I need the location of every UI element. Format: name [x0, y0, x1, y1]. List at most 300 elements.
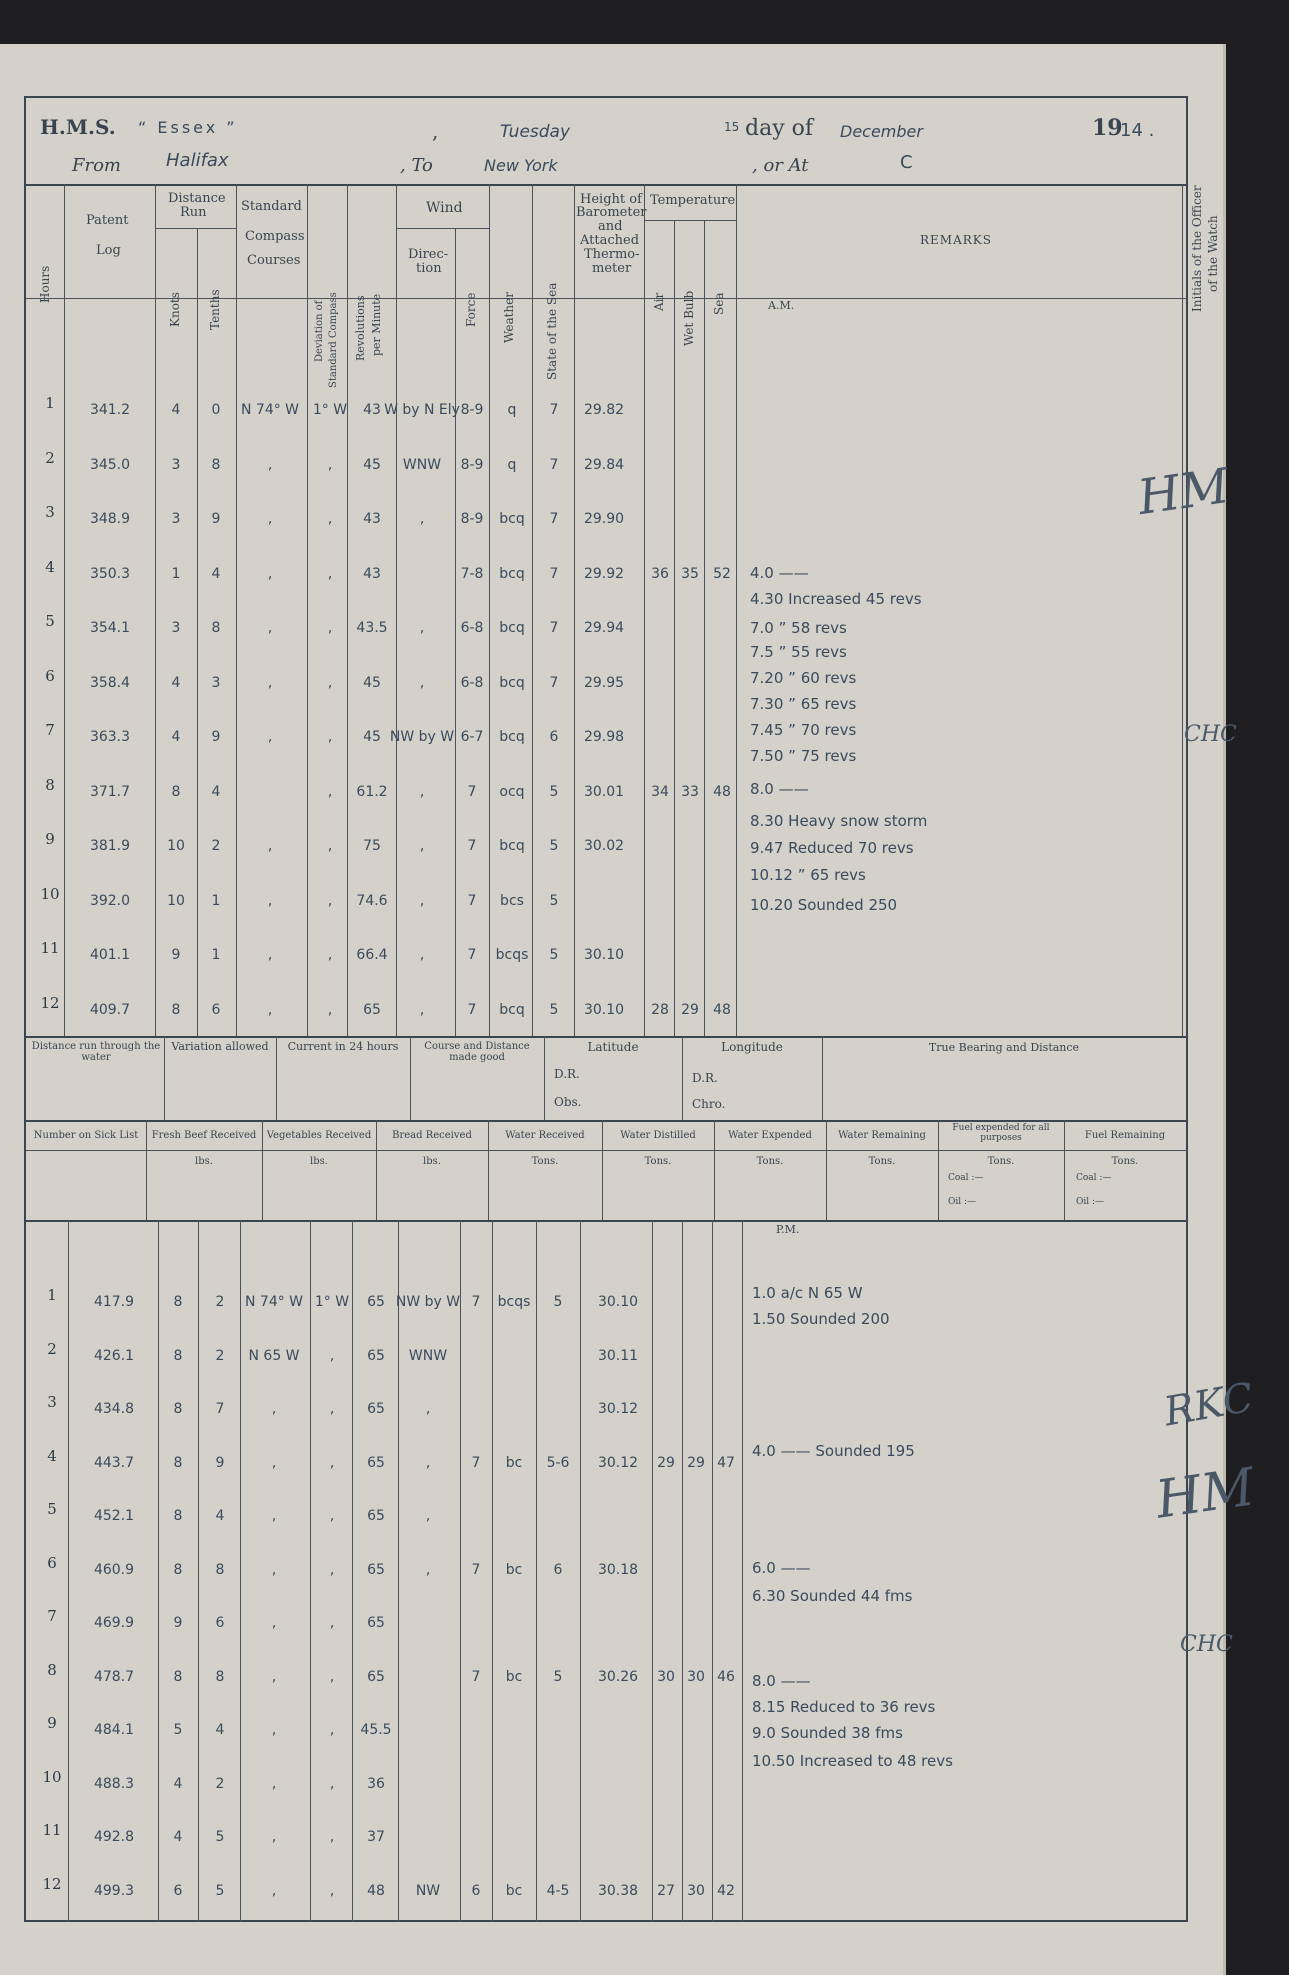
am-row-6-weather: bcq [499, 674, 525, 691]
pm-remark-4: 6.0 —— [752, 1559, 811, 1577]
am-row-10-revs: 74.6 [356, 892, 388, 909]
am-row-3-knots: 3 [171, 511, 181, 527]
am-row-2-weather: q [507, 456, 517, 473]
pm-row-3-dev: ‚ [329, 1401, 335, 1417]
unit-bread: lbs. [423, 1156, 441, 1167]
month-value: December [840, 122, 923, 141]
am-row-12-wet: 29 [681, 1001, 699, 1018]
am-remark-10: 8.30 Heavy snow storm [750, 812, 928, 830]
am-row-8-wet: 33 [681, 783, 699, 800]
to-label: , To [400, 155, 433, 176]
am-row-6-baro: 29.95 [583, 674, 625, 691]
pm-row-10-revs: 36 [367, 1775, 385, 1792]
col-direction-2: tion [416, 261, 442, 276]
am-row-3-weather: bcq [499, 511, 525, 527]
am-row-8-tenths: 4 [211, 783, 221, 800]
pm-row-6-tenths: 8 [215, 1561, 225, 1578]
pm-row-12-knots: 6 [173, 1882, 183, 1899]
am-row-12-revs: 65 [363, 1001, 381, 1018]
fuel-exp-oil: Oil :— [948, 1197, 977, 1207]
pm-row-7-revs: 65 [367, 1615, 385, 1631]
am-row-5-hour: 5 [45, 612, 55, 630]
am-remark-5: 7.20 ” 60 revs [750, 669, 857, 687]
col-temperature: Temperature [650, 193, 736, 208]
am-row-12-knots: 8 [171, 1001, 181, 1018]
pm-row-1-force: 7 [471, 1294, 481, 1310]
am-row-4-log: 350.3 [89, 565, 131, 582]
am-row-3-dev: ‚ [327, 511, 333, 527]
am-row-5-baro: 29.94 [583, 620, 625, 636]
am-row-6-revs: 45 [363, 674, 381, 691]
am-row-4-course: ‚ [267, 565, 273, 582]
am-remark-6: 7.30 ” 65 revs [750, 695, 857, 713]
pm-row-12-baro: 30.38 [597, 1882, 639, 1899]
am-row-5-knots: 3 [171, 620, 181, 636]
am-row-9-weather: bcq [499, 838, 525, 854]
pm-row-5-tenths: 4 [215, 1508, 225, 1524]
pm-row-2-hour: 2 [47, 1339, 57, 1358]
am-row-2-log: 345.0 [89, 456, 131, 473]
am-row-5-dev: ‚ [327, 620, 333, 636]
pm-row-7-hour: 7 [47, 1607, 57, 1625]
am-row-12-hour: 12 [40, 993, 60, 1012]
am-row-11-log: 401.1 [89, 947, 131, 963]
am-row-9-revs: 75 [363, 838, 381, 854]
am-row-5-sea: 7 [549, 620, 559, 636]
pm-row-4-course: ‚ [271, 1454, 277, 1471]
am-row-10-sea: 5 [549, 892, 559, 909]
pm-row-10-knots: 4 [173, 1775, 183, 1792]
am-row-2-course: ‚ [267, 456, 273, 473]
pm-row-1-knots: 8 [173, 1294, 183, 1310]
col-weather: Weather [502, 292, 516, 344]
pm-row-12-course: ‚ [271, 1882, 277, 1899]
pm-row-4-tenths: 9 [215, 1454, 225, 1471]
am-remark-9: 8.0 —— [750, 780, 809, 798]
col-standard-3: Courses [247, 253, 301, 268]
pm-row-4-sea: 5-6 [546, 1454, 570, 1471]
pm-row-4-revs: 65 [367, 1454, 385, 1471]
pm-row-12-dev: ‚ [329, 1882, 335, 1899]
mid-course-made: Course and Distance made good [424, 1041, 530, 1063]
col-wet-bulb: Wet Bulb [682, 290, 696, 346]
am-row-8-hour: 8 [45, 775, 55, 794]
pm-row-3-dir: ‚ [425, 1401, 431, 1417]
am-remark-12: 10.12 ” 65 revs [750, 866, 866, 884]
am-row-7-log: 363.3 [89, 729, 131, 745]
mid-dist-water: Distance run through the water [31, 1041, 161, 1063]
col-baro-3: and [598, 219, 623, 234]
am-remark-8: 7.50 ” 75 revs [750, 747, 857, 765]
am-row-11-course: ‚ [267, 947, 273, 963]
am-row-2-baro: 29.84 [583, 456, 625, 473]
pm-row-5-dir: ‚ [425, 1508, 431, 1524]
am-row-7-sea: 6 [549, 729, 559, 745]
am-row-9-tenths: 2 [211, 838, 221, 854]
pm-remark-3: 4.0 —— Sounded 195 [752, 1442, 915, 1460]
pm-row-11-dev: ‚ [329, 1829, 335, 1845]
pm-row-8-tenths: 8 [215, 1668, 225, 1685]
pm-row-4-dir: ‚ [425, 1454, 431, 1471]
pm-row-6-force: 7 [471, 1561, 481, 1578]
col-sea-temp: Sea [712, 292, 726, 316]
pm-row-8-air: 30 [657, 1668, 675, 1685]
am-row-8-force: 7 [467, 783, 477, 800]
pm-row-6-course: ‚ [271, 1561, 277, 1578]
pm-row-1-course: N 74° W [244, 1294, 304, 1310]
am-row-12-force: 7 [467, 1001, 477, 1018]
am-row-8-dir: ‚ [419, 783, 425, 800]
pm-row-11-course: ‚ [271, 1829, 277, 1845]
initials-header-1: Initials of the Officer [1190, 185, 1204, 313]
am-row-6-dev: ‚ [327, 674, 333, 691]
pm-remark-7: 8.15 Reduced to 36 revs [752, 1698, 936, 1716]
am-row-5-course: ‚ [267, 620, 273, 636]
am-row-7-baro: 29.98 [583, 729, 625, 745]
am-row-11-hour: 11 [40, 939, 60, 957]
am-row-4-knots: 1 [171, 565, 181, 582]
pm-row-3-log: 434.8 [93, 1401, 135, 1417]
pm-row-9-log: 484.1 [93, 1722, 135, 1738]
pm-row-10-dev: ‚ [329, 1775, 335, 1792]
am-row-3-baro: 29.90 [583, 511, 625, 527]
pm-row-3-tenths: 7 [215, 1401, 225, 1417]
pm-row-8-sea: 5 [553, 1668, 563, 1685]
col-revs-1: Revolutions [354, 295, 367, 361]
am-row-8-log: 371.7 [89, 783, 131, 800]
am-row-1-force: 8-9 [460, 402, 484, 418]
am-remark-11: 9.47 Reduced 70 revs [750, 839, 914, 857]
pm-row-9-tenths: 4 [215, 1722, 225, 1738]
col-patent-1: Patent [86, 213, 129, 228]
am-row-5-dir: ‚ [419, 620, 425, 636]
pm-row-8-knots: 8 [173, 1668, 183, 1685]
pm-row-5-course: ‚ [271, 1508, 277, 1524]
pm-row-1-log: 417.9 [93, 1294, 135, 1310]
initials-header-2: of the Watch [1206, 215, 1220, 293]
day-of-week: Tuesday [500, 122, 571, 142]
am-row-9-force: 7 [467, 838, 477, 854]
am-row-4-seat: 52 [713, 565, 731, 582]
am-row-3-course: ‚ [267, 511, 273, 527]
am-row-10-weather: bcs [500, 892, 524, 909]
am-row-12-baro: 30.10 [583, 1001, 625, 1018]
col-wind: Wind [426, 200, 463, 216]
am-row-12-dev: ‚ [327, 1001, 333, 1018]
pm-row-12-wet: 30 [687, 1882, 705, 1899]
hms-label: H.M.S. [40, 115, 116, 139]
am-row-10-dev: ‚ [327, 892, 333, 909]
am-row-9-knots: 10 [167, 838, 185, 854]
to-value: New York [484, 156, 558, 175]
pm-row-10-course: ‚ [271, 1775, 277, 1792]
pm-row-1-revs: 65 [367, 1294, 385, 1310]
initials-signature-5: CHC [1180, 1632, 1233, 1657]
am-row-6-hour: 6 [45, 666, 55, 685]
col-distance-1: Distance [168, 191, 226, 206]
am-row-7-weather: bcq [499, 729, 525, 745]
am-label: A.M. [768, 299, 795, 312]
col-force: Force [464, 292, 478, 328]
am-row-7-course: ‚ [267, 729, 273, 745]
pm-row-4-hour: 4 [47, 1446, 57, 1465]
log-page [0, 44, 1259, 1975]
pm-row-12-sea: 4-5 [546, 1882, 570, 1899]
pm-row-12-weather: bc [505, 1882, 523, 1899]
col-baro-5: Thermo- [584, 247, 640, 262]
sup-fuel-exp: Fuel expended for all purposes [952, 1123, 1050, 1143]
col-deviation-2: Standard Compass [328, 292, 339, 388]
am-row-3-tenths: 9 [211, 511, 221, 527]
unit-fuel-rem: Tons. [1111, 1156, 1139, 1167]
pm-row-9-hour: 9 [47, 1714, 57, 1732]
mid-lon-chro: Chro. [692, 1097, 726, 1111]
am-row-10-tenths: 1 [211, 892, 221, 909]
pm-row-9-dev: ‚ [329, 1722, 335, 1738]
pm-row-8-course: ‚ [271, 1668, 277, 1685]
pm-row-12-tenths: 5 [215, 1882, 225, 1899]
pm-row-6-dir: ‚ [425, 1561, 431, 1578]
am-row-5-log: 354.1 [89, 620, 131, 636]
pm-row-6-hour: 6 [47, 1553, 57, 1572]
pm-row-8-hour: 8 [47, 1660, 57, 1679]
pm-row-4-knots: 8 [173, 1454, 183, 1471]
initials-signature-3: RKC [1160, 1374, 1257, 1436]
am-row-9-course: ‚ [267, 838, 273, 854]
am-row-1-tenths: 0 [211, 402, 221, 418]
am-row-2-tenths: 8 [211, 456, 221, 473]
am-row-9-sea: 5 [549, 838, 559, 854]
or-at-value: C [900, 152, 913, 173]
sup-water-exp: Water Expended [728, 1130, 812, 1141]
unit-fuel-exp: Tons. [987, 1156, 1015, 1167]
am-row-11-baro: 30.10 [583, 947, 625, 963]
pm-row-3-knots: 8 [173, 1401, 183, 1417]
am-row-3-sea: 7 [549, 511, 559, 527]
am-row-3-hour: 3 [45, 503, 55, 521]
am-row-5-tenths: 8 [211, 620, 221, 636]
pm-row-6-dev: ‚ [329, 1561, 335, 1578]
pm-row-4-seat: 47 [717, 1454, 735, 1471]
col-state-sea: State of the Sea [545, 282, 559, 380]
or-at-label: , or At [752, 155, 809, 176]
pm-row-2-revs: 65 [367, 1347, 385, 1364]
pm-row-6-knots: 8 [173, 1561, 183, 1578]
am-row-8-weather: ocq [499, 783, 525, 800]
ship-name: “ Essex ” [138, 118, 238, 137]
mid-current: Current in 24 hours [287, 1040, 399, 1053]
am-row-8-seat: 48 [713, 783, 731, 800]
pm-row-12-air: 27 [657, 1882, 675, 1899]
fuel-rem-oil: Oil :— [1076, 1197, 1105, 1207]
pm-row-5-log: 452.1 [93, 1508, 135, 1524]
am-row-4-weather: bcq [499, 565, 525, 582]
pm-row-3-revs: 65 [367, 1401, 385, 1417]
pm-row-7-course: ‚ [271, 1615, 277, 1631]
sup-bread: Bread Received [392, 1130, 472, 1141]
pm-row-7-knots: 9 [173, 1615, 183, 1631]
am-row-12-air: 28 [651, 1001, 669, 1018]
sup-water-dist: Water Distilled [620, 1130, 696, 1141]
am-row-4-air: 36 [651, 565, 669, 582]
pm-row-2-knots: 8 [173, 1347, 183, 1364]
am-row-8-revs: 61.2 [356, 783, 388, 800]
pm-row-3-baro: 30.12 [597, 1401, 639, 1417]
pm-row-5-knots: 8 [173, 1508, 183, 1524]
day-number: 15 [724, 120, 740, 134]
sup-sick: Number on Sick List [33, 1130, 139, 1141]
pm-row-9-knots: 5 [173, 1722, 183, 1738]
am-row-4-wet: 35 [681, 565, 699, 582]
fuel-rem-coal: Coal :— [1076, 1173, 1112, 1183]
am-row-9-hour: 9 [45, 830, 55, 848]
col-deviation-1: Deviation of [314, 300, 325, 362]
pm-row-12-revs: 48 [367, 1882, 385, 1899]
am-row-2-force: 8-9 [460, 456, 484, 473]
sup-water-rem: Water Remaining [838, 1130, 926, 1141]
mid-variation: Variation allowed [171, 1040, 269, 1053]
initials-signature-4: HM [1152, 1457, 1259, 1531]
from-label: From [72, 155, 121, 176]
unit-water-exp: Tons. [756, 1156, 784, 1167]
initials-signature-1: HM [1134, 457, 1233, 527]
am-row-4-tenths: 4 [211, 565, 221, 582]
am-row-11-tenths: 1 [211, 947, 221, 963]
pm-row-1-hour: 1 [47, 1286, 57, 1304]
am-remark-3: 7.0 ” 58 revs [750, 619, 847, 637]
am-row-12-seat: 48 [713, 1001, 731, 1018]
am-row-1-baro: 29.82 [583, 402, 625, 418]
am-row-4-hour: 4 [45, 557, 55, 576]
pm-remark-9: 10.50 Increased to 48 revs [752, 1752, 953, 1770]
pm-row-4-baro: 30.12 [597, 1454, 639, 1471]
pm-row-4-dev: ‚ [329, 1454, 335, 1471]
am-remark-2: 4.30 Increased 45 revs [750, 590, 922, 608]
am-row-1-sea: 7 [549, 402, 559, 418]
fuel-exp-coal: Coal :— [948, 1173, 984, 1183]
col-baro-6: meter [592, 261, 632, 276]
am-row-1-log: 341.2 [89, 402, 131, 418]
col-baro-4: Attached [580, 233, 640, 248]
pm-row-1-baro: 30.10 [597, 1294, 639, 1310]
pm-row-9-course: ‚ [271, 1722, 277, 1738]
unit-veg: lbs. [310, 1156, 328, 1167]
am-row-12-log: 409.7 [89, 1001, 131, 1018]
am-row-2-revs: 45 [363, 456, 381, 473]
am-row-1-dir: W by N Ely [384, 402, 460, 418]
pm-row-3-course: ‚ [271, 1401, 277, 1417]
am-row-11-revs: 66.4 [356, 947, 388, 963]
pm-row-6-revs: 65 [367, 1561, 385, 1578]
pm-row-7-dev: ‚ [329, 1615, 335, 1631]
am-row-12-sea: 5 [549, 1001, 559, 1018]
col-baro-2: Barometer [576, 205, 647, 220]
col-standard-1: Standard [241, 199, 302, 214]
am-row-6-tenths: 3 [211, 674, 221, 691]
am-row-12-dir: ‚ [419, 1001, 425, 1018]
sup-water-rec: Water Received [505, 1130, 585, 1141]
am-row-1-course: N 74° W [240, 402, 300, 418]
col-direction-1: Direc- [408, 247, 449, 262]
am-row-11-force: 7 [467, 947, 477, 963]
pm-row-4-log: 443.7 [93, 1454, 135, 1471]
pm-row-1-tenths: 2 [215, 1294, 225, 1310]
am-row-4-sea: 7 [549, 565, 559, 582]
pm-row-11-knots: 4 [173, 1829, 183, 1845]
am-row-4-revs: 43 [363, 565, 381, 582]
am-row-1-dev: 1° W [312, 402, 348, 418]
am-row-7-knots: 4 [171, 729, 181, 745]
mid-lat-dr: D.R. [554, 1067, 580, 1081]
am-row-9-dev: ‚ [327, 838, 333, 854]
am-row-7-revs: 45 [363, 729, 381, 745]
sup-beef: Fresh Beef Received [151, 1130, 257, 1141]
col-remarks: REMARKS [920, 233, 992, 247]
am-row-1-revs: 43 [363, 402, 381, 418]
am-row-1-weather: q [507, 402, 517, 418]
pm-row-5-dev: ‚ [329, 1508, 335, 1524]
am-row-4-dev: ‚ [327, 565, 333, 582]
am-row-11-dir: ‚ [419, 947, 425, 963]
day-of-label: day of [745, 116, 814, 141]
pm-row-5-revs: 65 [367, 1508, 385, 1524]
am-row-7-dir: NW by W [389, 729, 455, 745]
pm-row-6-log: 460.9 [93, 1561, 135, 1578]
mid-latitude: Latitude [587, 1040, 639, 1054]
am-row-5-force: 6-8 [460, 620, 484, 636]
am-row-9-dir: ‚ [419, 838, 425, 854]
pm-row-1-dir: NW by W [395, 1294, 461, 1310]
pm-remark-1: 1.0 a/c N 65 W [752, 1284, 863, 1302]
pm-row-1-sea: 5 [553, 1294, 563, 1310]
am-row-7-tenths: 9 [211, 729, 221, 745]
sup-veg: Vegetables Received [266, 1130, 372, 1141]
am-row-11-sea: 5 [549, 947, 559, 963]
pm-row-8-wet: 30 [687, 1668, 705, 1685]
pm-row-8-weather: bc [505, 1668, 523, 1685]
pm-row-8-baro: 30.26 [597, 1668, 639, 1685]
am-remark-13: 10.20 Sounded 250 [750, 896, 898, 914]
unit-water-dist: Tons. [644, 1156, 672, 1167]
col-distance-2: Run [180, 205, 207, 220]
am-row-6-log: 358.4 [89, 674, 131, 691]
pm-row-12-log: 499.3 [93, 1882, 135, 1899]
am-row-1-hour: 1 [45, 394, 55, 412]
col-patent-2: Log [96, 243, 121, 258]
am-row-3-log: 348.9 [89, 511, 131, 527]
pm-remark-2: 1.50 Sounded 200 [752, 1310, 890, 1328]
pm-row-10-log: 488.3 [93, 1775, 135, 1792]
pm-row-11-hour: 11 [42, 1821, 62, 1839]
am-row-6-dir: ‚ [419, 674, 425, 691]
am-remark-7: 7.45 ” 70 revs [750, 721, 857, 739]
year-printed: 19 [1092, 115, 1123, 141]
am-row-11-knots: 9 [171, 947, 181, 963]
am-row-11-weather: bcqs [495, 947, 529, 963]
am-row-11-dev: ‚ [327, 947, 333, 963]
unit-water-rem: Tons. [868, 1156, 896, 1167]
pm-remark-8: 9.0 Sounded 38 fms [752, 1724, 903, 1742]
pm-row-2-dir: WNW [408, 1347, 448, 1364]
am-row-10-force: 7 [467, 892, 477, 909]
am-row-12-weather: bcq [499, 1001, 525, 1018]
pm-row-3-hour: 3 [47, 1393, 57, 1411]
pm-row-6-weather: bc [505, 1561, 523, 1578]
am-row-1-knots: 4 [171, 402, 181, 418]
am-row-7-hour: 7 [45, 721, 55, 739]
col-standard-2: Compass [245, 229, 305, 244]
pm-row-4-air: 29 [657, 1454, 675, 1471]
